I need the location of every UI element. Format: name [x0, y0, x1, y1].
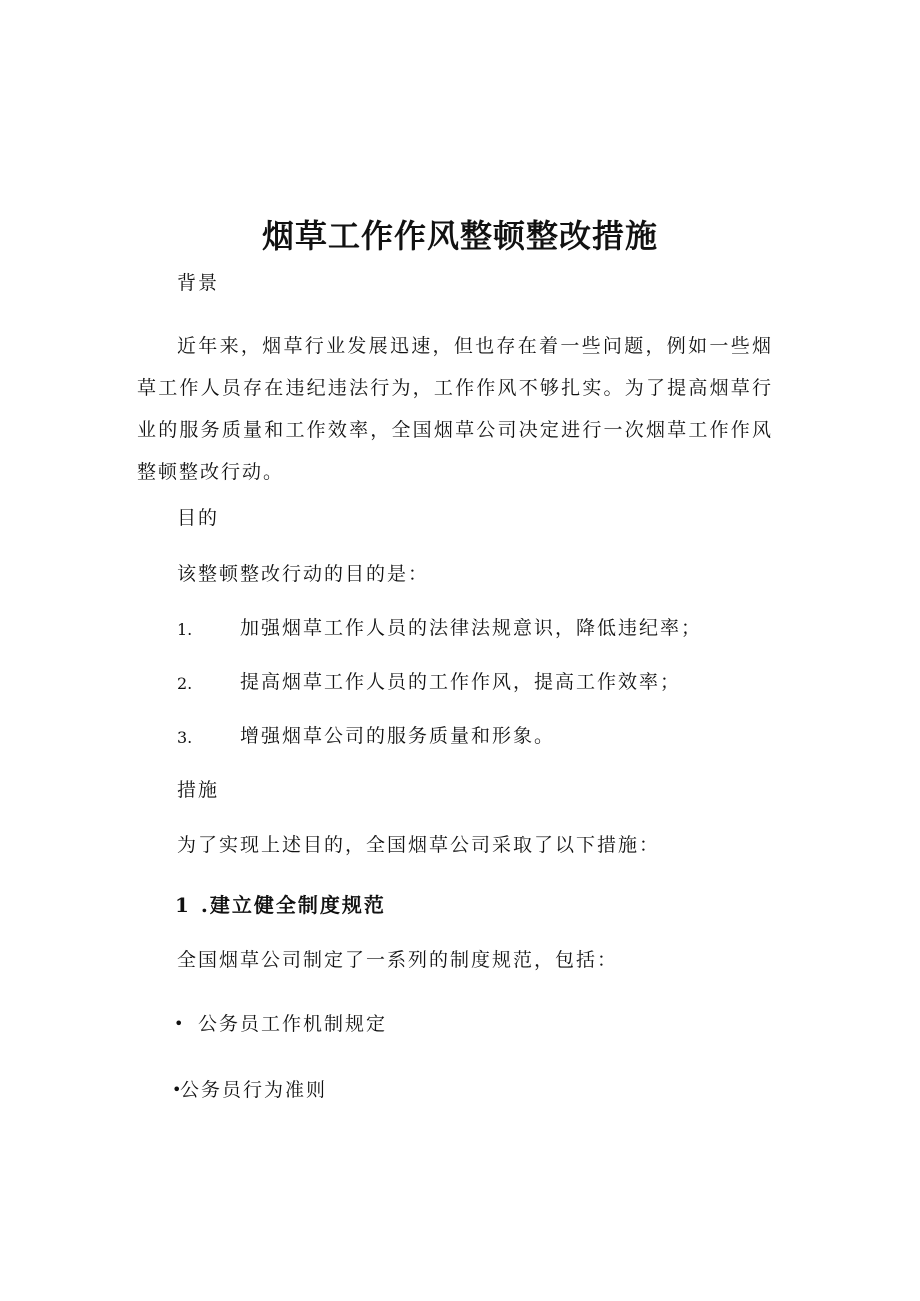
list-number: 1.: [177, 620, 193, 639]
section-number: 1: [175, 893, 191, 917]
section-1-heading: [175, 891, 386, 919]
background-heading: 背景: [177, 272, 220, 294]
list-number: 2.: [177, 674, 193, 693]
list-item-text: 提高烟草工作人员的工作作风，提高工作效率；: [240, 671, 682, 693]
purpose-intro: 该整顿整改行动的目的是：: [177, 563, 430, 585]
bullet-text: 公务员工作机制规定: [198, 1013, 388, 1035]
bullet-marker: •: [174, 1014, 184, 1033]
list-item-text: 加强烟草工作人员的法律法规意识，降低违纪率；: [240, 617, 703, 639]
section-title: .建立健全制度规范: [200, 893, 386, 917]
list-item-text: 增强烟草公司的服务质量和形象。: [240, 725, 556, 747]
bullet-marker: •: [172, 1080, 182, 1099]
section-1-intro: 全国烟草公司制定了一系列的制度规范，包括：: [177, 949, 619, 971]
purpose-heading: 目的: [177, 507, 220, 529]
bullet-text: 公务员行为准则: [180, 1079, 328, 1101]
document-title: 烟草工作作风整顿整改措施: [261, 217, 658, 255]
measures-heading: 措施: [177, 779, 220, 801]
measures-intro: 为了实现上述目的，全国烟草公司采取了以下措施：: [177, 834, 661, 856]
list-number: 3.: [177, 728, 193, 747]
background-paragraph: 近年来，烟草行业发展迅速，但也存在着一些问题，例如一些烟草工作人员存在违纪违法行为，工作作风不够扎实。为了提高烟草行业的服务质量和工作效率，全国烟草公司决定进行一次烟草工作作风整顿整改行动。: [137, 335, 773, 483]
